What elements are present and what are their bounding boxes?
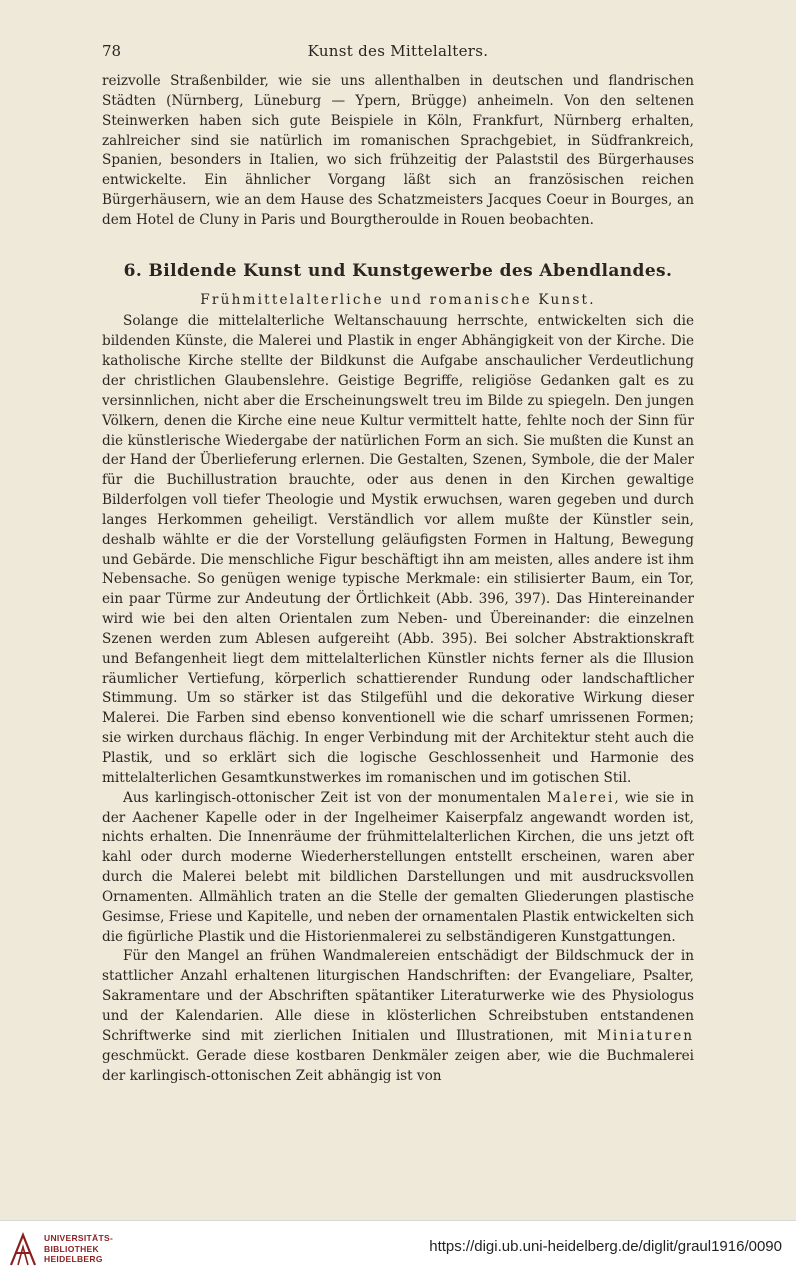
library-name-line: BIBLIOTHEK: [44, 1243, 99, 1254]
text-run: Für den Mangel an frühen Wandmalereien entschädigt der Bildschmuck der in stattlicher Anzahl erhaltenen liturgischen Handschriften: der Evangeliare, Psalter, Sakramentare und der Abschriften spätantiker Literaturwerke wie des Physiologus und der Kalendarien. Alle diese in klösterlichen Schreibstuben entstandenen Schriftwerke sind mit zierlichen Initialen und Illustrationen, mit: [102, 948, 694, 1044]
page-number: 78: [102, 42, 122, 60]
body-text: [102, 72, 694, 1086]
university-library-logo-icon: [8, 1231, 38, 1267]
paragraph: Solange die mittelalterliche Weltanschauung herrschte, entwickelten sich die bildenden Künste, die Malerei und Plastik in enger Abhängigkeit von der Kirche. Die katholische Kirche stellte der Bildkunst die Aufgabe anschaulicher Verdeutlichung der christlichen Glaubenslehre. Geistige Begriffe, religiöse Gedanken galt es zu versinnlichen, nicht aber die Erscheinungswelt treu im Bilde zu spiegeln. Den jungen Völkern, denen die Kirche eine neue Kultur vermittelt hatte, fehlte noch der Sinn für die künstlerische Wiedergabe der natürlichen Form an sich. Sie mußten die Kunst an der Hand der Überlieferung erlernen. Die Gestalten, Szenen, Symbole, die der Maler für die Buchillustration brauchte, oder aus denen in den Kirchen gewaltige Bilderfolgen voll tiefer Theologie und Mystik erwuchsen, waren gegeben und durch langes Herkommen geheiligt. Verständlich vor allem mußte der Künstler sein, deshalb wählte er die der Vorstellung geläufigsten Formen in Haltung, Bewegung und Gebärde. Die menschliche Figur beschäftigt ihn am meisten, alles andere ist ihm Nebensache. So genügen wenige typische Merkmale: ein stilisierter Baum, ein Tor, ein paar Türme zur Andeutung der Örtlichkeit (Abb. 396, 397). Das Hintereinander wird wie bei den alten Orientalen zum Neben- und Übereinander: die einzelnen Szenen werden zum Ablesen aufgereiht (Abb. 395). Bei solcher Abstraktionskraft und Befangenheit liegt dem mittelalterlichen Künstler nichts ferner als die Illusion räumlicher Vertiefung, körperlich schattierender Rundung oder landschaftlicher Stimmung. Um so stärker ist das Stilgefühl und die dekorative Wirkung dieser Malerei. Die Farben sind ebenso konventionell wie die scharf umrissenen Formen; sie wirken durchaus flächig. In enger Verbindung mit der Architektur steht auch die Plastik, und so erklärt sich die logische Geschlossenheit und Harmonie des mittelalterlichen Gesamtkunstwerkes im romanischen und im gotischen Stil.: [102, 313, 694, 786]
text-run: , wie sie in der Aachener Kapelle oder in der Ingelheimer Kaiserpfalz angewandt worden ist, nichts erhalten. Die Innenräume der frühmittelalterlichen Kirchen, die uns jetzt oft kahl oder durch moderne Wiederherstellungen entstellt erscheinen, waren aber durch die Malerei belebt mit bildlichen Darstellungen und mit ausdrucksvollen Ornamenten. Allmählich traten an die Stelle der gemalten Gliederungen plastische Gesimse, Friese und Kapitelle, und neben der ornamentalen Plastik entwickelten sich die figürliche Plastik und die Historienmalerei zu selbständigeren Kunstgattungen.: [102, 789, 694, 945]
paragraph: [102, 789, 694, 948]
spaced-term: Malerei: [547, 789, 615, 806]
library-name-line: HEIDELBERG: [44, 1254, 103, 1264]
footer-bar: [0, 1220, 796, 1278]
text-run: Aus karlingisch-ottonischer Zeit ist von der monumentalen: [123, 789, 548, 806]
running-title: Kunst des Mittelalters.: [307, 42, 489, 60]
library-name-line: UNIVERSITÄTS-: [44, 1233, 114, 1243]
library-name: [44, 1233, 113, 1265]
paragraph-continued: reizvolle Straßenbilder, wie sie uns allenthalben in deutschen und flandrischen Städten (Nürnberg, Lüneburg — Ypern, Brügge) anheimeln. Von den seltenen Steinwerken haben sich gute Beispiele in Köln, Frankfurt, Nürnberg erhalten, zahlreicher sind sie natürlich im romanischen Sprachgebiet, in Südfrankreich, Spanien, besonders in Italien, wo sich frühzeitig der Palaststil des Bürgerhauses entwickelte. Ein ähnlicher Vorgang läßt sich an französischen reichen Bürgerhäusern, wie an dem Hause des Schatzmeisters Jacques Coeur in Bourges, an dem Hotel de Cluny in Paris und Bourgtheroulde in Rouen beobachten.: [102, 73, 694, 228]
text-run: geschmückt. Gerade diese kostbaren Denkmäler zeigen aber, wie die Buchmalerei der karlingisch-ottonischen Zeit abhängig ist von: [102, 1047, 694, 1084]
paragraph: [102, 947, 694, 1086]
spaced-term: Miniaturen: [597, 1027, 694, 1044]
permalink-url[interactable]: https://digi.ub.uni-heidelberg.de/diglit/graul1916/0090: [429, 1238, 782, 1255]
section-subheading: Frühmittelalterliche und romanische Kunst.: [200, 291, 596, 308]
page-header: [102, 42, 694, 64]
section-heading: 6. Bildende Kunst und Kunstgewerbe des Abendlandes.: [123, 260, 673, 281]
